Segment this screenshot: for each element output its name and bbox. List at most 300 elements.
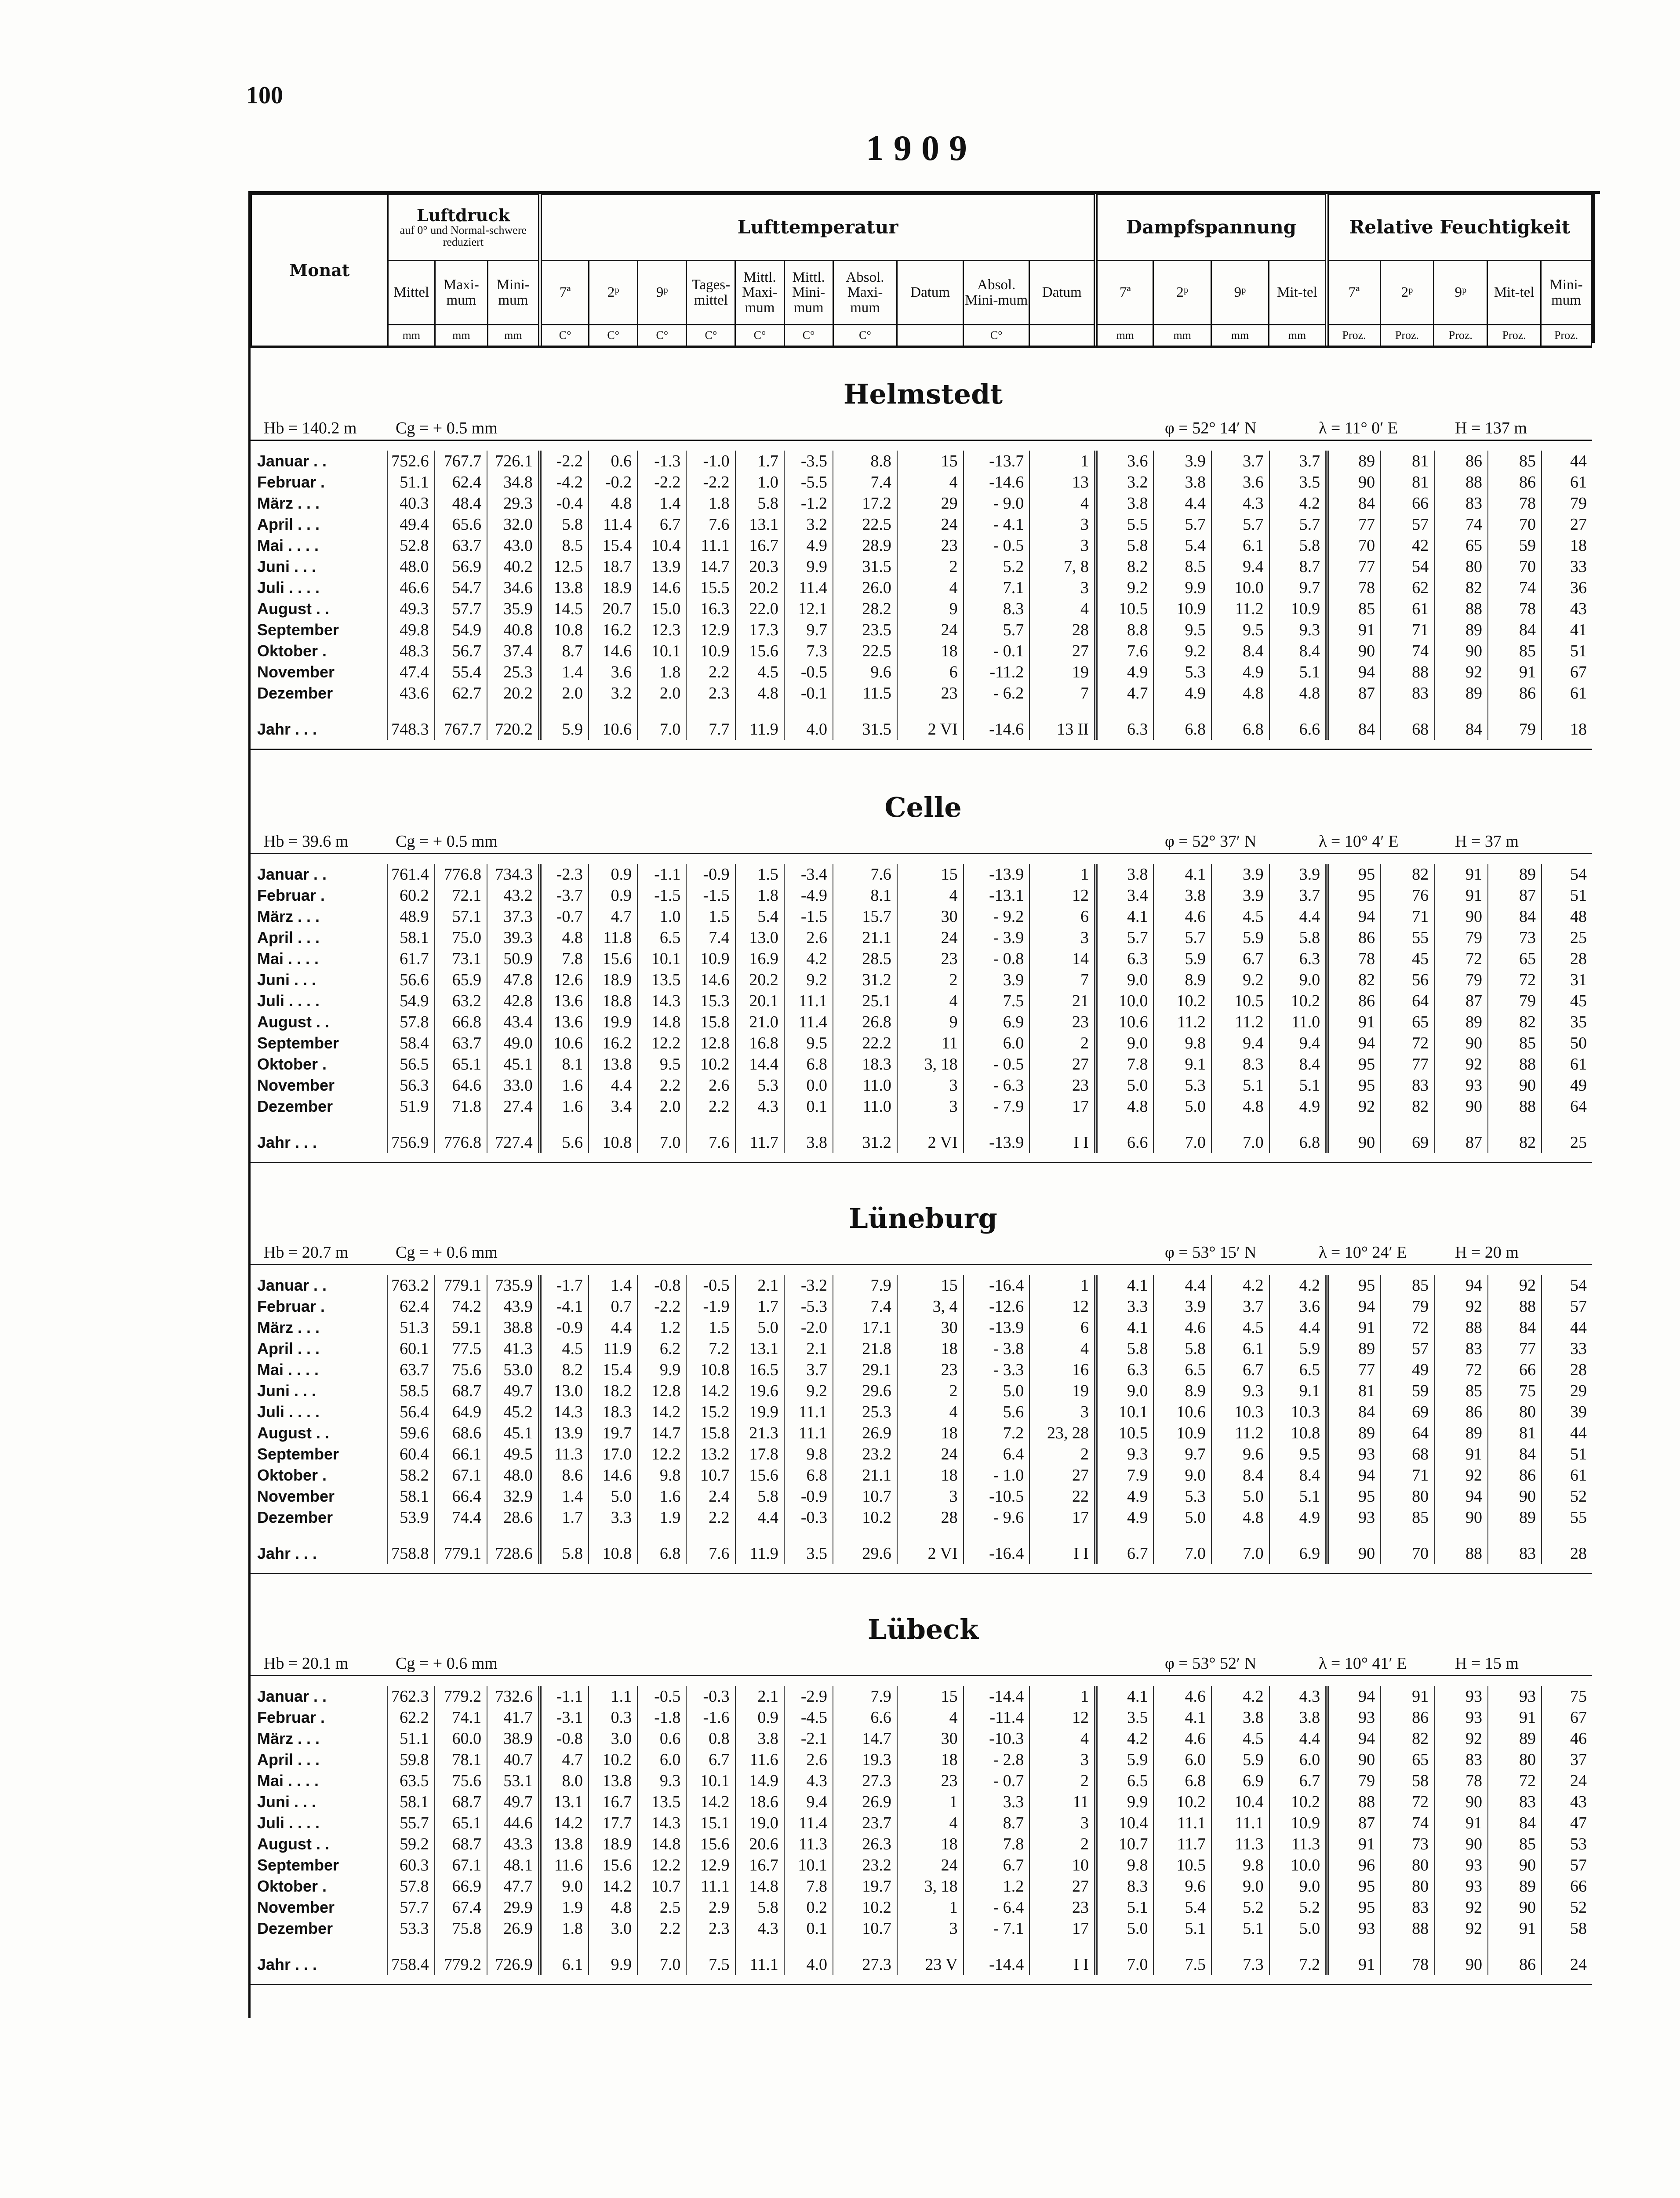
table-cell: 49.8 (387, 619, 435, 640)
table-cell: 9.9 (637, 1359, 686, 1380)
table-cell: 88 (1488, 1296, 1542, 1317)
table-cell: -2.2 (637, 472, 686, 493)
table-cell: 10.2 (1269, 1791, 1327, 1812)
col-mittl-min: Mittl. Mini-mum (784, 261, 833, 325)
table-cell: 6 (897, 662, 964, 683)
table-cell: 10.3 (1211, 1401, 1269, 1423)
unit: mm (487, 325, 540, 346)
table-cell: 1.5 (686, 1317, 735, 1338)
table-cell: 9.0 (1096, 969, 1154, 990)
table-cell: 51.9 (387, 1096, 435, 1117)
table-cell: 56.5 (387, 1054, 435, 1075)
table-cell: 23 V (897, 1939, 964, 1975)
table-cell: 72 (1488, 969, 1542, 990)
table-cell: 20.2 (487, 683, 540, 704)
table-cell: 90 (1434, 1834, 1488, 1855)
table-cell: 71.8 (435, 1096, 487, 1117)
table-cell: 42 (1381, 535, 1434, 556)
table-cell: 4.9 (1096, 1507, 1154, 1528)
table-cell: 90 (1488, 1855, 1542, 1876)
table-cell: 5.8 (735, 493, 784, 514)
table-cell: 4.4 (589, 1317, 637, 1338)
header-bottom-rule (251, 346, 1592, 348)
table-cell: -14.4 (964, 1686, 1030, 1707)
table-cell: 10.6 (589, 704, 637, 740)
table-cell: 21.1 (833, 927, 897, 948)
month-row (251, 640, 1592, 662)
table-cell: 54.9 (435, 619, 487, 640)
table-cell: 13.6 (540, 990, 589, 1012)
table-cell: 1.8 (637, 662, 686, 683)
table-cell: -1.5 (784, 906, 833, 927)
table-cell: 94 (1434, 1486, 1488, 1507)
table-cell: 1.4 (589, 1275, 637, 1296)
month-label: September (257, 621, 339, 639)
col-t9: 9ᵖ (638, 261, 687, 325)
table-cell: 57 (1381, 514, 1434, 535)
table-cell: 53.0 (487, 1359, 540, 1380)
month-label: Jahr . . . (257, 1955, 317, 1973)
table-cell: 1.8 (686, 493, 735, 514)
header-luftdruck-sub: auf 0° und Normal-schwere reduziert (400, 224, 527, 249)
table-cell: 58.1 (387, 1486, 435, 1507)
table-cell: 40.2 (487, 556, 540, 577)
table-cell: 91 (1327, 1834, 1381, 1855)
table-cell: 7.6 (686, 1117, 735, 1153)
table-cell: 67.1 (435, 1465, 487, 1486)
table-cell: 6.3 (1096, 948, 1154, 969)
table-cell: 3.9 (1211, 885, 1269, 906)
month-row (251, 1897, 1592, 1918)
month-row (251, 885, 1592, 906)
table-cell: 89 (1327, 1338, 1381, 1359)
table-cell: 72 (1381, 1317, 1434, 1338)
table-cell: 84 (1488, 1812, 1542, 1834)
table-cell: 4.8 (1211, 1507, 1269, 1528)
table-cell: 40.8 (487, 619, 540, 640)
table-cell: 78 (1327, 577, 1381, 598)
table-cell: -0.4 (540, 493, 589, 514)
table-cell: 23.7 (833, 1812, 897, 1834)
table-cell: -2.2 (637, 1296, 686, 1317)
station-name: Helmstedt (843, 378, 1003, 410)
table-cell: 18.7 (589, 556, 637, 577)
table-cell: 8.2 (540, 1359, 589, 1380)
table-cell: 49 (1381, 1359, 1434, 1380)
table-cell: 66.4 (435, 1486, 487, 1507)
table-cell: 13.1 (735, 1338, 784, 1359)
table-cell: 21 (1029, 990, 1096, 1012)
table-cell: 20.2 (735, 969, 784, 990)
table-cell: -0.8 (540, 1728, 589, 1749)
table-cell: 1.4 (540, 1486, 589, 1507)
table-cell: 3 (897, 1096, 964, 1117)
table-cell: 13.9 (540, 1423, 589, 1444)
table-cell: 11.3 (1211, 1834, 1269, 1855)
station-lambda: λ = 11° 0′ E (1319, 419, 1398, 437)
table-cell: 63.5 (387, 1770, 435, 1791)
table-cell: 40.3 (387, 493, 435, 514)
table-cell: 11.3 (784, 1834, 833, 1855)
table-cell: 59 (1488, 535, 1542, 556)
table-cell: 9 (897, 1012, 964, 1033)
table-cell: 90 (1434, 906, 1488, 927)
table-cell: 60.1 (387, 1338, 435, 1359)
table-cell: 5.0 (1269, 1918, 1327, 1939)
table-cell: I I (1029, 1939, 1096, 1975)
table-cell: 65.6 (435, 514, 487, 535)
table-cell: 62.2 (387, 1707, 435, 1728)
header-monat: Monat (251, 195, 388, 346)
table-cell: 64.9 (435, 1401, 487, 1423)
table-cell: 16.5 (735, 1359, 784, 1380)
table-cell: 14.7 (833, 1728, 897, 1749)
table-cell: 43.6 (387, 683, 435, 704)
table-cell: 16.7 (589, 1791, 637, 1812)
table-cell: 4.3 (1269, 1686, 1327, 1707)
table-cell: 23 (897, 683, 964, 704)
table-cell: 10.2 (833, 1897, 897, 1918)
table-cell: 32.0 (487, 514, 540, 535)
col-datum2: Datum (1029, 261, 1096, 325)
table-cell: 94 (1327, 906, 1381, 927)
table-cell: 11.1 (1153, 1812, 1211, 1834)
table-cell: 95 (1327, 1897, 1381, 1918)
table-cell: 43.4 (487, 1012, 540, 1033)
table-cell: 15.3 (686, 990, 735, 1012)
table-cell: 87 (1327, 683, 1381, 704)
table-cell: 45 (1381, 948, 1434, 969)
table-cell: 10.8 (589, 1528, 637, 1564)
table-cell: 4.5 (1211, 1728, 1269, 1749)
table-cell: 25.3 (833, 1401, 897, 1423)
table-cell: 5.0 (964, 1380, 1030, 1401)
table-cell: 17 (1029, 1507, 1096, 1528)
unit: C° (963, 325, 1029, 346)
table-cell: 65 (1488, 948, 1542, 969)
table-cell: 92 (1434, 1918, 1488, 1939)
table-cell: 3.5 (1096, 1707, 1154, 1728)
station-phi: φ = 52° 37′ N (1165, 832, 1257, 851)
table-cell: 14.3 (540, 1401, 589, 1423)
table-cell: -5.3 (784, 1296, 833, 1317)
annual-row (251, 1939, 1592, 1975)
table-cell: 2.6 (784, 927, 833, 948)
table-cell: 17.3 (735, 619, 784, 640)
table-cell: 6.8 (637, 1528, 686, 1564)
table-cell: 9.8 (784, 1444, 833, 1465)
table-cell: 779.1 (435, 1275, 487, 1296)
month-row (251, 514, 1592, 535)
table-cell: 83 (1488, 1528, 1542, 1564)
table-cell: 56.7 (435, 640, 487, 662)
table-cell: 2 VI (897, 1528, 964, 1564)
table-cell: 8.8 (833, 451, 897, 472)
table-cell: 86 (1488, 1465, 1542, 1486)
unit: C° (833, 325, 897, 346)
table-cell: 11.1 (686, 1876, 735, 1897)
table-cell: 65 (1381, 1012, 1434, 1033)
table-cell: -1.6 (686, 1707, 735, 1728)
table-cell: 14.2 (637, 1401, 686, 1423)
table-cell: 6.9 (1211, 1770, 1269, 1791)
table-cell: 4.1 (1096, 1686, 1154, 1707)
table-cell: 6.8 (1269, 1117, 1327, 1153)
table-cell: 23 (897, 948, 964, 969)
table-cell: 9.4 (1211, 1033, 1269, 1054)
table-cell: - 3.8 (964, 1338, 1030, 1359)
table-cell: 0.3 (589, 1707, 637, 1728)
table-cell: 6.7 (1211, 948, 1269, 969)
month-label: Jahr . . . (257, 720, 317, 738)
table-cell: -5.5 (784, 472, 833, 493)
table-cell: 53.1 (487, 1770, 540, 1791)
table-cell: 27 (1029, 1054, 1096, 1075)
table-cell: 88 (1488, 1054, 1542, 1075)
table-cell: 82 (1381, 864, 1434, 885)
station-name: Lübeck (867, 1613, 979, 1645)
table-cell: 76 (1381, 885, 1434, 906)
station-hb: Hb = 20.7 m (264, 1243, 349, 1262)
table-cell: 44 (1542, 1317, 1592, 1338)
table-cell: 3.2 (1096, 472, 1154, 493)
table-cell: 66 (1542, 1876, 1592, 1897)
table-cell: 9.7 (784, 619, 833, 640)
table-cell: 85 (1488, 640, 1542, 662)
station-phi: φ = 53° 52′ N (1165, 1654, 1257, 1673)
table-cell: 82 (1381, 1096, 1434, 1117)
table-cell: 69 (1381, 1401, 1434, 1423)
month-row (251, 1465, 1592, 1486)
table-cell: 92 (1327, 1096, 1381, 1117)
table-cell: 779.2 (435, 1939, 487, 1975)
table-cell: 9.3 (1096, 1444, 1154, 1465)
table-cell: 10.4 (1096, 1812, 1154, 1834)
table-cell: 11 (897, 1033, 964, 1054)
table-cell: 1.9 (637, 1507, 686, 1528)
table-cell: 2 VI (897, 704, 964, 740)
table-cell: 13.5 (637, 969, 686, 990)
table-cell: 64.6 (435, 1075, 487, 1096)
table-cell: 54.7 (435, 577, 487, 598)
table-cell: 78 (1381, 1939, 1434, 1975)
month-row (251, 1486, 1592, 1507)
table-cell: 8.4 (1211, 640, 1269, 662)
table-cell: 64 (1542, 1096, 1592, 1117)
table-cell: 11.4 (784, 1812, 833, 1834)
table-cell: 91 (1434, 885, 1488, 906)
table-cell: 28 (1542, 948, 1592, 969)
table-cell: 7.0 (637, 704, 686, 740)
table-cell: 15.4 (589, 1359, 637, 1380)
table-cell: 68.6 (435, 1423, 487, 1444)
table-cell: 12 (1029, 885, 1096, 906)
table-cell: 51 (1542, 640, 1592, 662)
month-label: Juni . . . (257, 557, 316, 575)
table-cell: 18.2 (589, 1380, 637, 1401)
table-cell: 4.6 (1153, 1728, 1211, 1749)
table-cell: 88 (1488, 1096, 1542, 1117)
table-cell: 89 (1434, 683, 1488, 704)
table-cell: 9.2 (784, 1380, 833, 1401)
table-cell: 78 (1488, 493, 1542, 514)
table-cell: 5.1 (1153, 1918, 1211, 1939)
table-cell: 11.4 (784, 577, 833, 598)
table-cell: 12 (1029, 1707, 1096, 1728)
month-label: Oktober . (257, 1466, 327, 1484)
table-cell: 38.9 (487, 1728, 540, 1749)
table-cell: 81 (1327, 1380, 1381, 1401)
table-cell: 10.5 (1153, 1855, 1211, 1876)
table-cell: 45 (1542, 990, 1592, 1012)
table-cell: 14.2 (589, 1876, 637, 1897)
table-cell: 84 (1488, 619, 1542, 640)
table-cell: 46.6 (387, 577, 435, 598)
table-cell: 69 (1381, 1117, 1434, 1153)
month-label: November (257, 663, 335, 681)
table-cell: 29 (897, 493, 964, 514)
table-cell: 2 (1029, 1033, 1096, 1054)
table-cell: 95 (1327, 1075, 1381, 1096)
table-cell: 15 (897, 451, 964, 472)
table-cell: 9.5 (784, 1033, 833, 1054)
table-cell: 83 (1381, 1075, 1434, 1096)
table-cell: 11.3 (540, 1444, 589, 1465)
table-cell: 14.7 (637, 1423, 686, 1444)
table-cell: 3 (1029, 927, 1096, 948)
table-cell: 7.4 (833, 1296, 897, 1317)
table-cell: 14.3 (637, 1812, 686, 1834)
table-cell: 73 (1488, 927, 1542, 948)
table-cell: 4.9 (784, 535, 833, 556)
table-cell: 7.3 (1211, 1939, 1269, 1975)
table-cell: 91 (1434, 1812, 1488, 1834)
table-cell: 14.8 (637, 1012, 686, 1033)
month-label: Mai . . . . (257, 950, 319, 968)
table-cell: 1.9 (540, 1897, 589, 1918)
table-cell: 5.4 (735, 906, 784, 927)
table-cell: 9.9 (1153, 577, 1211, 598)
table-cell: 79 (1434, 927, 1488, 948)
table-cell: 80 (1381, 1876, 1434, 1897)
table-cell: 4.7 (540, 1749, 589, 1770)
table-cell: 2.2 (637, 1918, 686, 1939)
month-label: September (257, 1445, 339, 1463)
table-cell: 64 (1381, 1423, 1434, 1444)
month-row (251, 906, 1592, 927)
col-absol-min: Absol. Mini-mum (963, 261, 1029, 325)
table-cell: 24 (1542, 1770, 1592, 1791)
column-header (251, 194, 1592, 347)
table-cell: 4.3 (735, 1096, 784, 1117)
month-label: Dezember (257, 1508, 333, 1526)
table-cell: 1.6 (540, 1075, 589, 1096)
month-label: März . . . (257, 1318, 320, 1336)
table-cell: 8.7 (1269, 556, 1327, 577)
table-cell: 90 (1434, 1939, 1488, 1975)
table-cell: 19.7 (833, 1876, 897, 1897)
table-cell: - 3.9 (964, 927, 1030, 948)
month-row (251, 1686, 1592, 1707)
table-cell: -0.2 (589, 472, 637, 493)
table-cell: 4.0 (784, 704, 833, 740)
table-cell: 84 (1434, 704, 1488, 740)
station-cg: Cg = + 0.5 mm (396, 832, 498, 851)
table-cell: 59.1 (435, 1317, 487, 1338)
table-cell: 18.9 (589, 577, 637, 598)
table-cell: 4.4 (735, 1507, 784, 1528)
month-label: August . . (257, 600, 329, 618)
table-cell: 49.7 (487, 1380, 540, 1401)
table-cell: 75.0 (435, 927, 487, 948)
table-cell: 85 (1327, 598, 1381, 619)
year-title: 1909 (866, 128, 977, 168)
table-cell: -0.5 (637, 1686, 686, 1707)
table-cell: 779.2 (435, 1686, 487, 1707)
table-cell: 64 (1381, 990, 1434, 1012)
table-cell: 3.6 (1269, 1296, 1327, 1317)
table-cell: 7.2 (686, 1338, 735, 1359)
table-cell: 19 (1029, 662, 1096, 683)
table-cell: -11.2 (964, 662, 1030, 683)
table-cell: 3 (897, 1075, 964, 1096)
station-lambda: λ = 10° 24′ E (1319, 1243, 1407, 1262)
month-row (251, 1728, 1592, 1749)
table-cell: 10.9 (1269, 1812, 1327, 1834)
table-cell: 6.8 (1211, 704, 1269, 740)
table-cell: 4 (897, 1707, 964, 1728)
table-cell: 4.0 (784, 1939, 833, 1975)
table-cell: 71 (1381, 619, 1434, 640)
table-cell: 83 (1434, 1338, 1488, 1359)
table-cell: -1.9 (686, 1296, 735, 1317)
table-cell: 14.5 (540, 598, 589, 619)
table-cell: 59.6 (387, 1423, 435, 1444)
table-cell: 89 (1488, 1876, 1542, 1897)
table-cell: 43.3 (487, 1834, 540, 1855)
table-cell: 1 (1029, 451, 1096, 472)
table-cell: -13.9 (964, 864, 1030, 885)
month-label: April . . . (257, 515, 320, 533)
table-cell: 72 (1434, 1359, 1488, 1380)
table-cell: 72 (1381, 1791, 1434, 1812)
table-cell: 3.9 (1153, 451, 1211, 472)
table-cell: 4.7 (589, 906, 637, 927)
table-cell: 26.3 (833, 1834, 897, 1855)
table-cell: 50 (1542, 1033, 1592, 1054)
station-h: H = 137 m (1455, 419, 1527, 437)
month-label: Mai . . . . (257, 1361, 319, 1379)
table-cell: - 2.8 (964, 1749, 1030, 1770)
table-cell: 3.4 (589, 1096, 637, 1117)
table-cell: 87 (1434, 990, 1488, 1012)
table-cell: 55 (1381, 927, 1434, 948)
table-cell: 68.7 (435, 1834, 487, 1855)
month-row (251, 1380, 1592, 1401)
month-row (251, 1791, 1592, 1812)
table-cell: 96 (1327, 1855, 1381, 1876)
table-cell: 2.9 (686, 1897, 735, 1918)
station-h: H = 37 m (1455, 832, 1519, 851)
unit: C° (638, 325, 687, 346)
month-label: Mai . . . . (257, 1772, 319, 1790)
table-cell: -4.2 (540, 472, 589, 493)
table-cell: 88 (1434, 598, 1488, 619)
table-cell: 10.7 (686, 1465, 735, 1486)
month-label: September (257, 1856, 339, 1874)
table-cell: -3.4 (784, 864, 833, 885)
table-cell: 5.9 (1096, 1749, 1154, 1770)
